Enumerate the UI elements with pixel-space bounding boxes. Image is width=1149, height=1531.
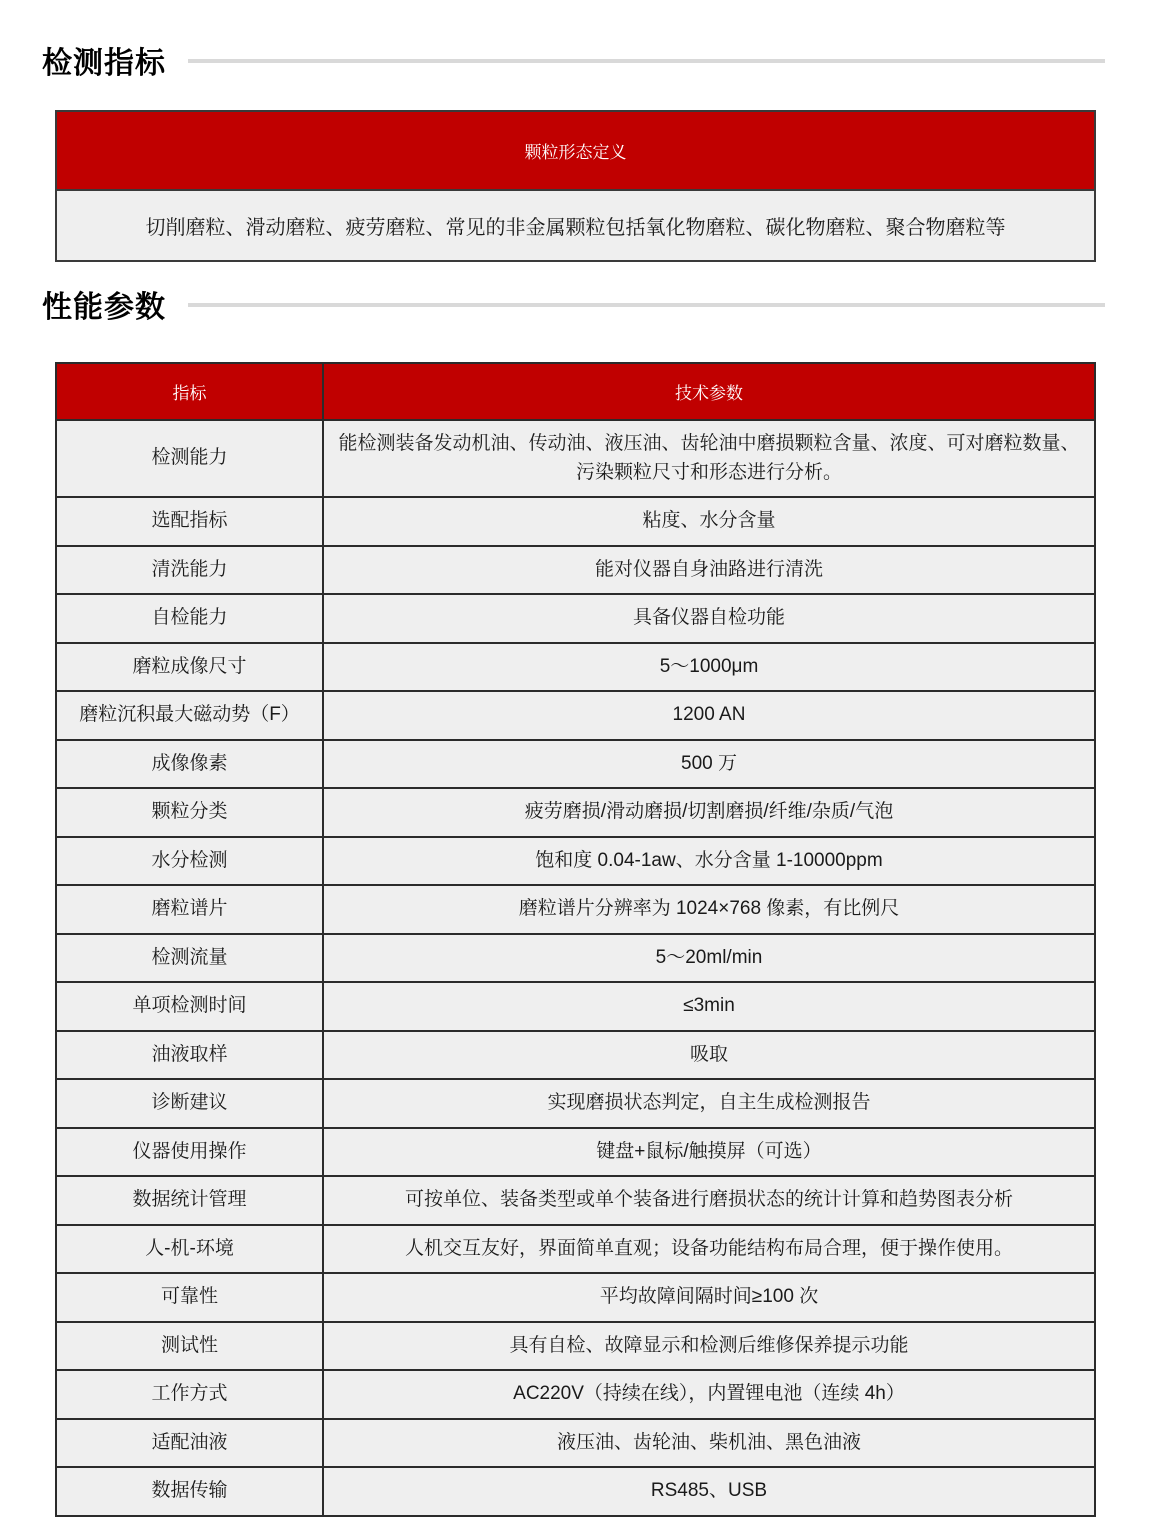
spec-label-cell: 工作方式 bbox=[56, 1370, 323, 1419]
spec-table-header bbox=[56, 363, 1095, 420]
spec-label-cell: 适配油液 bbox=[56, 1419, 323, 1468]
spec-label-cell: 人-机-环境 bbox=[56, 1225, 323, 1274]
table-row bbox=[56, 982, 1095, 1031]
spec-value-cell: 具有自检、故障显示和检测后维修保养提示功能 bbox=[323, 1322, 1095, 1371]
table-row bbox=[56, 1079, 1095, 1128]
table-row bbox=[56, 1419, 1095, 1468]
particle-definition-box bbox=[55, 110, 1096, 262]
spec-label-cell: 水分检测 bbox=[56, 837, 323, 886]
spec-label-cell: 单项检测时间 bbox=[56, 982, 323, 1031]
spec-value-cell: 能对仪器自身油路进行清洗 bbox=[323, 546, 1095, 595]
spec-value-cell: 实现磨损状态判定，自主生成检测报告 bbox=[323, 1079, 1095, 1128]
spec-value-cell: 平均故障间隔时间≥100 次 bbox=[323, 1273, 1095, 1322]
definition-box-content: 切削磨粒、滑动磨粒、疲劳磨粒、常见的非金属颗粒包括氧化物磨粒、碳化物磨粒、聚合物磨粒等 bbox=[57, 191, 1094, 260]
spec-value-cell: 具备仪器自检功能 bbox=[323, 594, 1095, 643]
spec-label-cell: 成像像素 bbox=[56, 740, 323, 789]
table-row bbox=[56, 1128, 1095, 1177]
spec-label-cell: 自检能力 bbox=[56, 594, 323, 643]
column-header-indicator: 指标 bbox=[56, 363, 323, 420]
performance-parameters-title: 性能参数 bbox=[42, 291, 166, 324]
table-row bbox=[56, 497, 1095, 546]
spec-value-cell: 疲劳磨损/滑动磨损/切割磨损/纤维/杂质/气泡 bbox=[323, 788, 1095, 837]
table-row bbox=[56, 740, 1095, 789]
table-row bbox=[56, 1370, 1095, 1419]
table-row bbox=[56, 1322, 1095, 1371]
spec-label-cell: 仪器使用操作 bbox=[56, 1128, 323, 1177]
table-row bbox=[56, 1225, 1095, 1274]
spec-label-cell: 可靠性 bbox=[56, 1273, 323, 1322]
spec-label-cell: 磨粒谱片 bbox=[56, 885, 323, 934]
table-row bbox=[56, 420, 1095, 497]
spec-table bbox=[55, 362, 1096, 1517]
section-heading-detection bbox=[42, 0, 1105, 82]
table-row bbox=[56, 837, 1095, 886]
spec-value-cell: 能检测装备发动机油、传动油、液压油、齿轮油中磨损颗粒含量、浓度、可对磨粒数量、污染颗粒尺寸和形态进行分析。 bbox=[323, 420, 1095, 497]
header-row bbox=[56, 363, 1095, 420]
section-heading-performance bbox=[42, 282, 1105, 326]
spec-label-cell: 检测流量 bbox=[56, 934, 323, 983]
spec-value-cell: 可按单位、装备类型或单个装备进行磨损状态的统计计算和趋势图表分析 bbox=[323, 1176, 1095, 1225]
heading-rule bbox=[188, 59, 1105, 63]
spec-label-cell: 颗粒分类 bbox=[56, 788, 323, 837]
table-row bbox=[56, 1273, 1095, 1322]
heading-rule bbox=[188, 303, 1105, 307]
spec-label-cell: 油液取样 bbox=[56, 1031, 323, 1080]
spec-label-cell: 选配指标 bbox=[56, 497, 323, 546]
spec-label-cell: 数据统计管理 bbox=[56, 1176, 323, 1225]
spec-label-cell: 磨粒沉积最大磁动势（F） bbox=[56, 691, 323, 740]
table-row bbox=[56, 1176, 1095, 1225]
spec-value-cell: 5～20ml/min bbox=[323, 934, 1095, 983]
spec-label-cell: 清洗能力 bbox=[56, 546, 323, 595]
spec-value-cell: 键盘+鼠标/触摸屏（可选） bbox=[323, 1128, 1095, 1177]
table-row bbox=[56, 1031, 1095, 1080]
spec-value-cell: 500 万 bbox=[323, 740, 1095, 789]
spec-value-cell: AC220V（持续在线），内置锂电池（连续 4h） bbox=[323, 1370, 1095, 1419]
spec-label-cell: 测试性 bbox=[56, 1322, 323, 1371]
table-row bbox=[56, 788, 1095, 837]
definition-box-header: 颗粒形态定义 bbox=[57, 112, 1094, 191]
spec-value-cell: 液压油、齿轮油、柴机油、黑色油液 bbox=[323, 1419, 1095, 1468]
spec-value-cell: ≤3min bbox=[323, 982, 1095, 1031]
spec-value-cell: RS485、USB bbox=[323, 1467, 1095, 1516]
spec-value-cell: 1200 AN bbox=[323, 691, 1095, 740]
spec-label-cell: 磨粒成像尺寸 bbox=[56, 643, 323, 692]
spec-label-cell: 数据传输 bbox=[56, 1467, 323, 1516]
spec-label-cell: 检测能力 bbox=[56, 420, 323, 497]
spec-value-cell: 5～1000μm bbox=[323, 643, 1095, 692]
table-row bbox=[56, 934, 1095, 983]
spec-value-cell: 粘度、水分含量 bbox=[323, 497, 1095, 546]
spec-label-cell: 诊断建议 bbox=[56, 1079, 323, 1128]
column-header-parameter: 技术参数 bbox=[323, 363, 1095, 420]
spec-value-cell: 人机交互友好，界面简单直观；设备功能结构布局合理，便于操作使用。 bbox=[323, 1225, 1095, 1274]
table-row bbox=[56, 594, 1095, 643]
table-row bbox=[56, 885, 1095, 934]
table-row bbox=[56, 1467, 1095, 1516]
spec-value-cell: 饱和度 0.04-1aw、水分含量 1-10000ppm bbox=[323, 837, 1095, 886]
spec-value-cell: 磨粒谱片分辨率为 1024×768 像素，有比例尺 bbox=[323, 885, 1095, 934]
detection-indicators-title: 检测指标 bbox=[42, 47, 166, 80]
spec-table-body bbox=[56, 420, 1095, 1516]
table-row bbox=[56, 546, 1095, 595]
table-row bbox=[56, 643, 1095, 692]
spec-value-cell: 吸取 bbox=[323, 1031, 1095, 1080]
table-row bbox=[56, 691, 1095, 740]
